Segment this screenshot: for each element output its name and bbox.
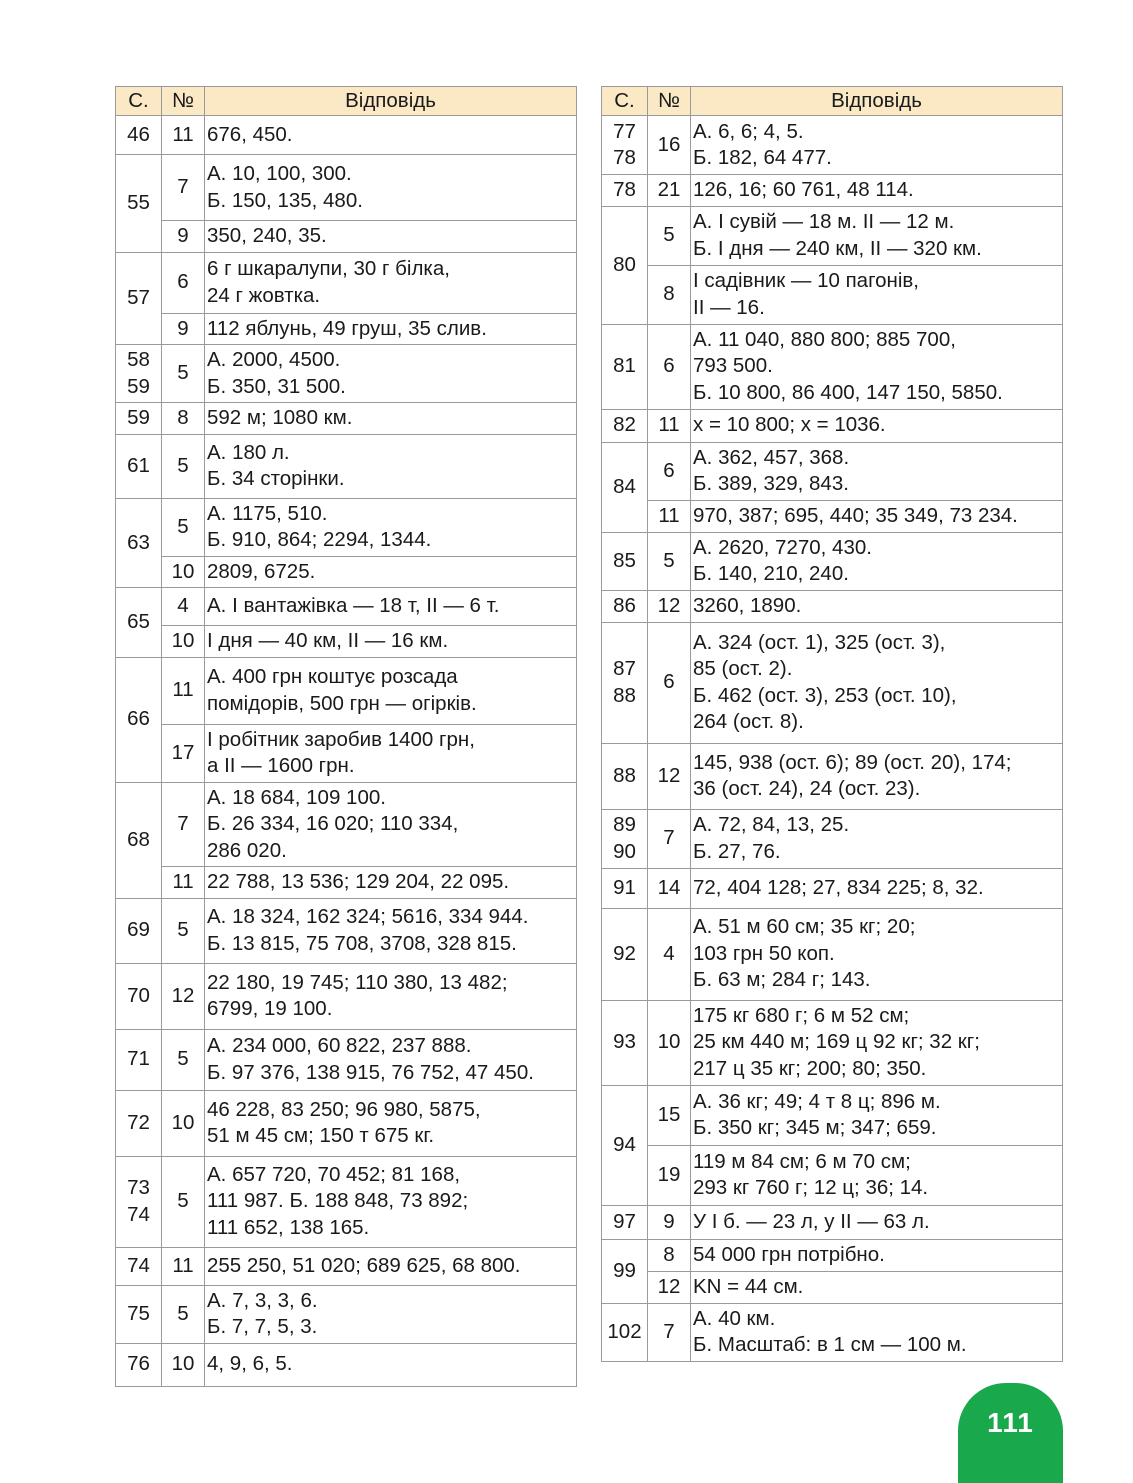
number-cell: 4 xyxy=(162,588,205,626)
table-row xyxy=(116,116,577,155)
answer-cell: А. 40 км. Б. Масштаб: в 1 см — 100 м. xyxy=(691,1303,1063,1361)
table-row xyxy=(602,442,1063,500)
answer-cell: А. 400 грн коштує розсада помідорів, 500 грн — огірків. xyxy=(205,657,577,724)
table-row xyxy=(116,1029,577,1090)
number-cell: 11 xyxy=(162,116,205,155)
number-cell: 11 xyxy=(648,409,691,442)
answer-cell: А. 18 684, 109 100. Б. 26 334, 16 020; 110 334, 286 020. xyxy=(205,782,577,867)
page-cell: 97 xyxy=(602,1205,648,1239)
page-cell: 94 xyxy=(602,1085,648,1205)
number-cell: 10 xyxy=(162,1343,205,1386)
page-cell: 69 xyxy=(116,898,162,963)
answer-cell: А. 2620, 7270, 430. Б. 140, 210, 240. xyxy=(691,532,1063,590)
number-cell: 11 xyxy=(162,1247,205,1285)
page-cell: 102 xyxy=(602,1303,648,1361)
answers-body-left xyxy=(116,116,577,1387)
table-row xyxy=(116,221,577,253)
answer-cell: А. 2000, 4500. Б. 350, 31 500. xyxy=(205,345,577,403)
number-cell: 9 xyxy=(648,1205,691,1239)
number-cell: 5 xyxy=(162,1285,205,1343)
number-cell: 10 xyxy=(162,626,205,658)
answers-table-right xyxy=(601,86,1063,1362)
answer-cell: x = 10 800; x = 1036. xyxy=(691,409,1063,442)
table-row xyxy=(602,532,1063,590)
page-cell: 89 90 xyxy=(602,809,648,868)
table-row xyxy=(116,155,577,221)
page-cell: 59 xyxy=(116,403,162,435)
number-cell: 5 xyxy=(162,1029,205,1090)
page-cell: 72 xyxy=(116,1090,162,1156)
answer-cell: А. 234 000, 60 822, 237 888. Б. 97 376, 138 915, 76 752, 47 450. xyxy=(205,1029,577,1090)
table-row xyxy=(602,622,1063,743)
number-cell: 11 xyxy=(162,657,205,724)
table-row xyxy=(602,908,1063,1000)
number-cell: 5 xyxy=(162,498,205,556)
page-cell: 92 xyxy=(602,908,648,1000)
number-cell: 15 xyxy=(648,1085,691,1145)
number-cell: 19 xyxy=(648,1145,691,1205)
number-cell: 7 xyxy=(648,1303,691,1361)
answer-cell: 112 яблунь, 49 груш, 35 слив. xyxy=(205,313,577,345)
number-cell: 7 xyxy=(162,155,205,221)
number-cell: 7 xyxy=(648,809,691,868)
number-cell: 5 xyxy=(648,532,691,590)
number-cell: 10 xyxy=(162,556,205,588)
table-row xyxy=(116,657,577,724)
table-row xyxy=(116,252,577,313)
table-row xyxy=(602,1303,1063,1361)
answer-cell: 119 м 84 см; 6 м 70 см; 293 кг 760 г; 12 ц; 36; 14. xyxy=(691,1145,1063,1205)
table-row xyxy=(116,898,577,963)
page-cell: 66 xyxy=(116,657,162,782)
table-header-row xyxy=(116,87,577,116)
answers-table-left xyxy=(115,86,577,1387)
page-number: 111 xyxy=(987,1407,1034,1438)
page-cell: 81 xyxy=(602,324,648,409)
table-row xyxy=(116,867,577,899)
number-cell: 14 xyxy=(648,868,691,908)
table-row xyxy=(116,626,577,658)
answer-cell: 350, 240, 35. xyxy=(205,221,577,253)
table-row xyxy=(602,116,1063,175)
table-row xyxy=(116,1247,577,1285)
number-cell: 5 xyxy=(648,206,691,265)
number-cell: 6 xyxy=(648,442,691,500)
page-cell: 93 xyxy=(602,1000,648,1085)
table-row xyxy=(602,1000,1063,1085)
page-cell: 73 74 xyxy=(116,1156,162,1247)
number-cell: 5 xyxy=(162,898,205,963)
number-cell: 8 xyxy=(162,403,205,435)
table-row xyxy=(602,1271,1063,1303)
number-cell: 10 xyxy=(162,1090,205,1156)
page-cell: 86 xyxy=(602,590,648,622)
table-row xyxy=(602,409,1063,442)
answer-cell: 970, 387; 695, 440; 35 349, 73 234. xyxy=(691,500,1063,532)
answer-cell: 145, 938 (ост. 6); 89 (ост. 20), 174; 36 (ост. 24), 24 (ост. 23). xyxy=(691,743,1063,809)
page-cell: 57 xyxy=(116,252,162,345)
answer-cell: І робітник заробив 1400 грн, а ІІ — 1600 грн. xyxy=(205,724,577,782)
number-cell: 6 xyxy=(162,252,205,313)
answer-cell: А. 51 м 60 см; 35 кг; 20; 103 грн 50 коп. Б. 63 м; 284 г; 143. xyxy=(691,908,1063,1000)
page-cell: 58 59 xyxy=(116,345,162,403)
number-cell: 17 xyxy=(162,724,205,782)
answer-cell: А. 362, 457, 368. Б. 389, 329, 843. xyxy=(691,442,1063,500)
number-cell: 16 xyxy=(648,116,691,175)
number-cell: 9 xyxy=(162,221,205,253)
table-row xyxy=(116,434,577,498)
answer-cell: А. 1175, 510. Б. 910, 864; 2294, 1344. xyxy=(205,498,577,556)
header-answer: Відповідь xyxy=(691,87,1063,116)
page-cell: 82 xyxy=(602,409,648,442)
answer-cell: 592 м; 1080 км. xyxy=(205,403,577,435)
number-cell: 4 xyxy=(648,908,691,1000)
table-row xyxy=(602,1145,1063,1205)
page-cell: 71 xyxy=(116,1029,162,1090)
number-cell: 8 xyxy=(648,1239,691,1271)
table-row xyxy=(602,175,1063,207)
number-cell: 8 xyxy=(648,265,691,324)
page-cell: 61 xyxy=(116,434,162,498)
table-row xyxy=(602,1085,1063,1145)
table-row xyxy=(116,313,577,345)
answer-cell: А. 10, 100, 300. Б. 150, 135, 480. xyxy=(205,155,577,221)
header-number: № xyxy=(162,87,205,116)
number-cell: 11 xyxy=(648,500,691,532)
header-number: № xyxy=(648,87,691,116)
answer-cell: А. І вантажівка — 18 т, ІІ — 6 т. xyxy=(205,588,577,626)
table-row xyxy=(602,206,1063,265)
answer-cell: А. 36 кг; 49; 4 т 8 ц; 896 м. Б. 350 кг; 345 м; 347; 659. xyxy=(691,1085,1063,1145)
number-cell: 10 xyxy=(648,1000,691,1085)
table-row xyxy=(116,724,577,782)
page-cell: 78 xyxy=(602,175,648,207)
table-row xyxy=(116,556,577,588)
number-cell: 5 xyxy=(162,434,205,498)
table-row xyxy=(116,1285,577,1343)
answer-cell: KN = 44 см. xyxy=(691,1271,1063,1303)
page-number-badge xyxy=(958,1383,1063,1483)
page-cell: 87 88 xyxy=(602,622,648,743)
answer-cell: 2809, 6725. xyxy=(205,556,577,588)
table-row xyxy=(602,1239,1063,1271)
answer-cell: А. 180 л. Б. 34 сторінки. xyxy=(205,434,577,498)
answer-cell: І дня — 40 км, ІІ — 16 км. xyxy=(205,626,577,658)
page-cell: 55 xyxy=(116,155,162,253)
table-row xyxy=(602,590,1063,622)
page-cell: 74 xyxy=(116,1247,162,1285)
answer-cell: 126, 16; 60 761, 48 114. xyxy=(691,175,1063,207)
page-cell: 70 xyxy=(116,963,162,1029)
number-cell: 6 xyxy=(648,622,691,743)
table-row xyxy=(602,868,1063,908)
table-row xyxy=(116,588,577,626)
table-row xyxy=(116,1090,577,1156)
number-cell: 12 xyxy=(162,963,205,1029)
answer-cell: 54 000 грн потрібно. xyxy=(691,1239,1063,1271)
answers-body-right xyxy=(602,116,1063,1362)
answer-cell: А. 72, 84, 13, 25. Б. 27, 76. xyxy=(691,809,1063,868)
table-row xyxy=(116,1156,577,1247)
number-cell: 9 xyxy=(162,313,205,345)
table-row xyxy=(602,1205,1063,1239)
table-row xyxy=(602,743,1063,809)
answer-cell: А. 324 (ост. 1), 325 (ост. 3), 85 (ост. 2). Б. 462 (ост. 3), 253 (ост. 10), 264 (ост. 8). xyxy=(691,622,1063,743)
answer-cell: 4, 9, 6, 5. xyxy=(205,1343,577,1386)
page-cell: 88 xyxy=(602,743,648,809)
answer-cell: 46 228, 83 250; 96 980, 5875, 51 м 45 см; 150 т 675 кг. xyxy=(205,1090,577,1156)
table-row xyxy=(602,265,1063,324)
number-cell: 12 xyxy=(648,743,691,809)
number-cell: 21 xyxy=(648,175,691,207)
answer-cell: 676, 450. xyxy=(205,116,577,155)
number-cell: 12 xyxy=(648,590,691,622)
page-cell: 84 xyxy=(602,442,648,532)
table-row xyxy=(116,403,577,435)
page-cell: 99 xyxy=(602,1239,648,1303)
page-cell: 75 xyxy=(116,1285,162,1343)
header-page: С. xyxy=(116,87,162,116)
answer-cell: 6 г шкаралупи, 30 г білка, 24 г жовтка. xyxy=(205,252,577,313)
table-row xyxy=(116,782,577,867)
page-cell: 46 xyxy=(116,116,162,155)
answer-cell: А. 657 720, 70 452; 81 168, 111 987. Б. 188 848, 73 892; 111 652, 138 165. xyxy=(205,1156,577,1247)
number-cell: 12 xyxy=(648,1271,691,1303)
answer-cell: А. 18 324, 162 324; 5616, 334 944. Б. 13 815, 75 708, 3708, 328 815. xyxy=(205,898,577,963)
page-cell: 76 xyxy=(116,1343,162,1386)
header-answer: Відповідь xyxy=(205,87,577,116)
table-row xyxy=(116,963,577,1029)
table-header-row xyxy=(602,87,1063,116)
answer-cell: А. 7, 3, 3, 6. Б. 7, 7, 5, 3. xyxy=(205,1285,577,1343)
answer-cell: А. 11 040, 880 800; 885 700, 793 500. Б. 10 800, 86 400, 147 150, 5850. xyxy=(691,324,1063,409)
answer-cell: У І б. — 23 л, у ІІ — 63 л. xyxy=(691,1205,1063,1239)
number-cell: 7 xyxy=(162,782,205,867)
number-cell: 5 xyxy=(162,1156,205,1247)
page-cell: 63 xyxy=(116,498,162,588)
page-cell: 65 xyxy=(116,588,162,658)
page-cell: 68 xyxy=(116,782,162,898)
table-row xyxy=(116,345,577,403)
number-cell: 11 xyxy=(162,867,205,899)
answer-cell: А. І сувій — 18 м. ІІ — 12 м. Б. І дня — 240 км, ІІ — 320 км. xyxy=(691,206,1063,265)
answer-cell: І садівник — 10 пагонів, ІІ — 16. xyxy=(691,265,1063,324)
page-cell: 77 78 xyxy=(602,116,648,175)
page-cell: 80 xyxy=(602,206,648,324)
answer-cell: 72, 404 128; 27, 834 225; 8, 32. xyxy=(691,868,1063,908)
header-page: С. xyxy=(602,87,648,116)
table-row xyxy=(602,500,1063,532)
table-row xyxy=(602,324,1063,409)
answer-cell: 175 кг 680 г; 6 м 52 см; 25 км 440 м; 169 ц 92 кг; 32 кг; 217 ц 35 кг; 200; 80; 350. xyxy=(691,1000,1063,1085)
page-cell: 85 xyxy=(602,532,648,590)
page-cell: 91 xyxy=(602,868,648,908)
answer-cell: 22 180, 19 745; 110 380, 13 482; 6799, 19 100. xyxy=(205,963,577,1029)
number-cell: 6 xyxy=(648,324,691,409)
answer-cell: 22 788, 13 536; 129 204, 22 095. xyxy=(205,867,577,899)
answer-cell: 255 250, 51 020; 689 625, 68 800. xyxy=(205,1247,577,1285)
answer-cell: А. 6, 6; 4, 5. Б. 182, 64 477. xyxy=(691,116,1063,175)
table-row xyxy=(116,1343,577,1386)
table-row xyxy=(116,498,577,556)
answer-cell: 3260, 1890. xyxy=(691,590,1063,622)
table-row xyxy=(602,809,1063,868)
number-cell: 5 xyxy=(162,345,205,403)
